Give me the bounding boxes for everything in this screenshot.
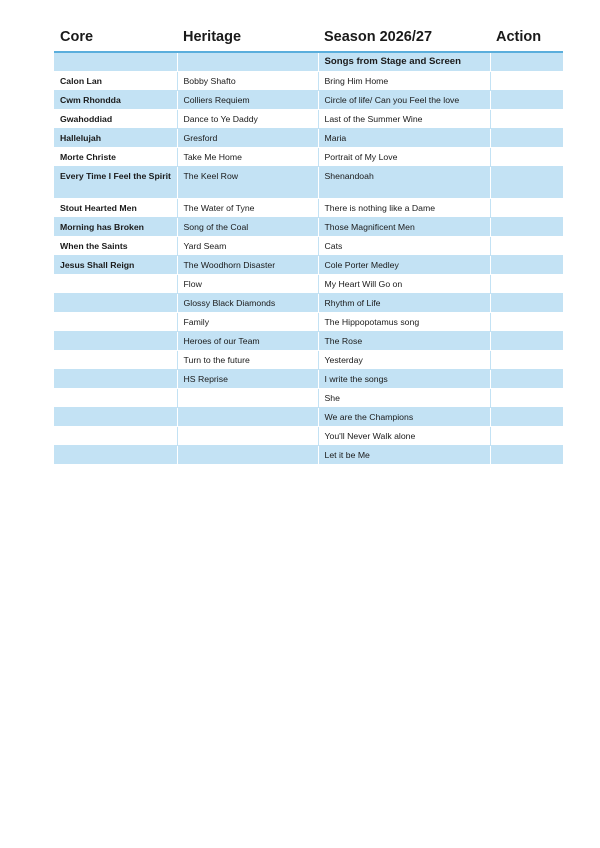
season-song-cell: Rhythm of Life: [318, 294, 490, 313]
season-song-cell: The Hippopotamus song: [318, 313, 490, 332]
heritage-song-cell: The Keel Row: [177, 167, 318, 199]
heritage-song-cell: Take Me Home: [177, 148, 318, 167]
season-song-cell: Last of the Summer Wine: [318, 110, 490, 129]
core-song-cell: Jesus Shall Reign: [54, 256, 177, 275]
season-song-cell: Cole Porter Medley: [318, 256, 490, 275]
table-row: [54, 275, 563, 294]
core-song-cell: Gwahoddiad: [54, 110, 177, 129]
table-row: [54, 427, 563, 446]
table-row: [54, 313, 563, 332]
heritage-song-cell: [177, 408, 318, 427]
table-row: [54, 351, 563, 370]
action-cell: [490, 199, 563, 218]
action-cell: [490, 129, 563, 148]
table-row: [54, 256, 563, 275]
heritage-song-cell: Bobby Shafto: [177, 72, 318, 91]
action-cell: [490, 294, 563, 313]
action-cell: [490, 91, 563, 110]
table-row: [54, 148, 563, 167]
core-song-cell: Calon Lan: [54, 72, 177, 91]
core-song-cell: [54, 332, 177, 351]
table-row: [54, 110, 563, 129]
table-row: [54, 72, 563, 91]
heritage-song-cell: The Water of Tyne: [177, 199, 318, 218]
header-action: Action: [490, 23, 563, 52]
header-core: Core: [54, 23, 177, 52]
table-row: [54, 389, 563, 408]
action-cell: [490, 446, 563, 465]
table-cell: [54, 52, 177, 72]
core-song-cell: [54, 313, 177, 332]
season-song-cell: The Rose: [318, 332, 490, 351]
core-song-cell: When the Saints: [54, 237, 177, 256]
core-song-cell: Every Time I Feel the Spirit: [54, 167, 177, 199]
heritage-song-cell: Dance to Ye Daddy: [177, 110, 318, 129]
table-row: [54, 167, 563, 199]
core-song-cell: [54, 351, 177, 370]
table-cell: [490, 52, 563, 72]
heritage-song-cell: Glossy Black Diamonds: [177, 294, 318, 313]
table-row: [54, 91, 563, 110]
table-row: [54, 218, 563, 237]
table-cell: [177, 52, 318, 72]
season-song-cell: There is nothing like a Dame: [318, 199, 490, 218]
action-cell: [490, 427, 563, 446]
action-cell: [490, 110, 563, 129]
table-row: [54, 446, 563, 465]
heritage-song-cell: The Woodhorn Disaster: [177, 256, 318, 275]
heritage-song-cell: HS Reprise: [177, 370, 318, 389]
core-song-cell: [54, 294, 177, 313]
action-cell: [490, 148, 563, 167]
core-song-cell: [54, 427, 177, 446]
core-song-cell: [54, 408, 177, 427]
table-header: [54, 23, 563, 52]
table-row: [54, 129, 563, 148]
header-season: Season 2026/27: [318, 23, 490, 52]
season-song-cell: Yesterday: [318, 351, 490, 370]
heritage-song-cell: [177, 446, 318, 465]
heritage-song-cell: Gresford: [177, 129, 318, 148]
action-cell: [490, 370, 563, 389]
season-song-cell: Those Magnificent Men: [318, 218, 490, 237]
heritage-song-cell: Colliers Requiem: [177, 91, 318, 110]
season-song-cell: Circle of life/ Can you Feel the love: [318, 91, 490, 110]
core-song-cell: [54, 446, 177, 465]
header-row: [54, 23, 563, 52]
action-cell: [490, 256, 563, 275]
core-song-cell: Hallelujah: [54, 129, 177, 148]
season-song-cell: You'll Never Walk alone: [318, 427, 490, 446]
core-song-cell: Stout Hearted Men: [54, 199, 177, 218]
season-song-cell: Cats: [318, 237, 490, 256]
action-cell: [490, 218, 563, 237]
season-song-cell: We are the Champions: [318, 408, 490, 427]
heritage-song-cell: [177, 427, 318, 446]
core-song-cell: Morte Christe: [54, 148, 177, 167]
action-cell: [490, 408, 563, 427]
season-song-cell: I write the songs: [318, 370, 490, 389]
action-cell: [490, 389, 563, 408]
heritage-song-cell: [177, 389, 318, 408]
header-heritage: Heritage: [177, 23, 318, 52]
season-subheading: Songs from Stage and Screen: [318, 52, 490, 72]
heritage-song-cell: Heroes of our Team: [177, 332, 318, 351]
heritage-song-cell: Yard Seam: [177, 237, 318, 256]
season-song-cell: Portrait of My Love: [318, 148, 490, 167]
table-row: [54, 332, 563, 351]
subheader-row: [54, 52, 563, 72]
action-cell: [490, 72, 563, 91]
heritage-song-cell: Song of the Coal: [177, 218, 318, 237]
action-cell: [490, 313, 563, 332]
core-song-cell: Morning has Broken: [54, 218, 177, 237]
season-song-cell: Shenandoah: [318, 167, 490, 199]
season-song-cell: Let it be Me: [318, 446, 490, 465]
heritage-song-cell: Flow: [177, 275, 318, 294]
core-song-cell: [54, 275, 177, 294]
action-cell: [490, 237, 563, 256]
song-table: [54, 23, 563, 465]
action-cell: [490, 275, 563, 294]
core-song-cell: [54, 370, 177, 389]
table-row: [54, 237, 563, 256]
season-song-cell: My Heart Will Go on: [318, 275, 490, 294]
heritage-song-cell: Family: [177, 313, 318, 332]
core-song-cell: [54, 389, 177, 408]
table-row: [54, 408, 563, 427]
table-row: [54, 370, 563, 389]
season-song-cell: Maria: [318, 129, 490, 148]
core-song-cell: Cwm Rhondda: [54, 91, 177, 110]
table-body: [54, 52, 563, 465]
action-cell: [490, 167, 563, 199]
season-song-cell: She: [318, 389, 490, 408]
action-cell: [490, 351, 563, 370]
heritage-song-cell: Turn to the future: [177, 351, 318, 370]
season-song-cell: Bring Him Home: [318, 72, 490, 91]
action-cell: [490, 332, 563, 351]
table-row: [54, 294, 563, 313]
table-row: [54, 199, 563, 218]
